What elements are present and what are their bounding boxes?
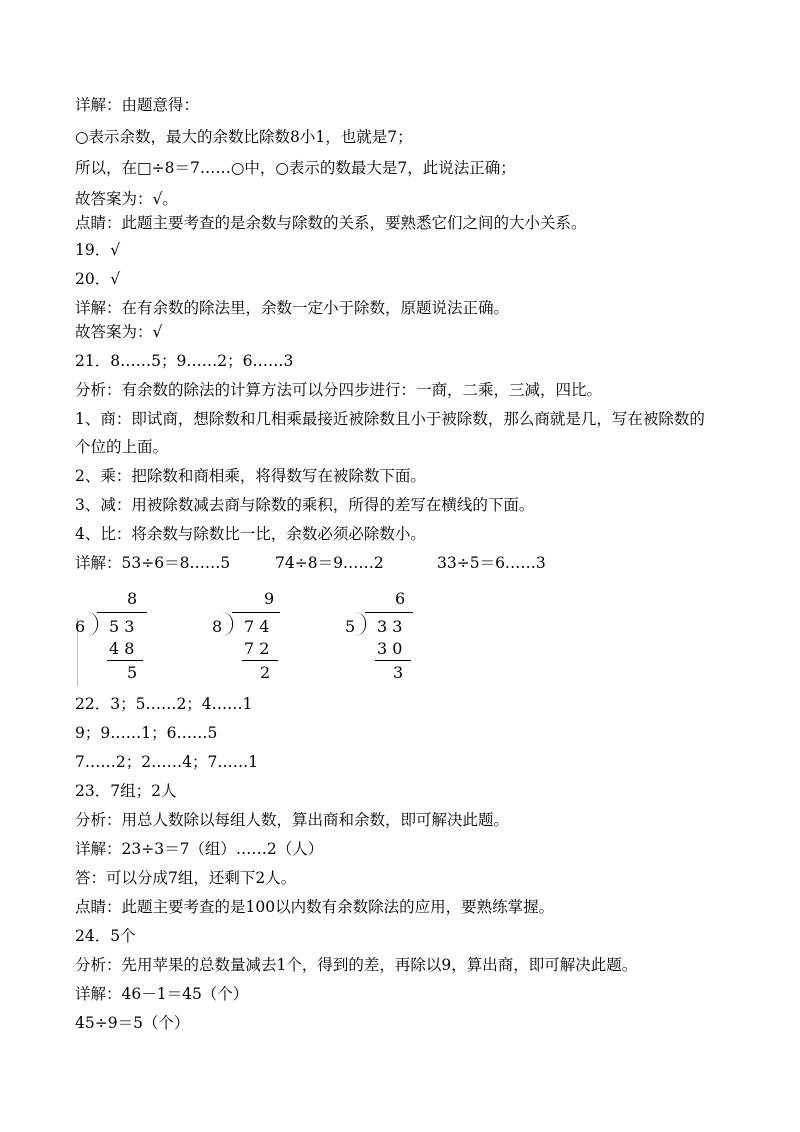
text-line: 9；9……1；6……5 bbox=[75, 724, 218, 742]
product: 7 2 bbox=[244, 639, 270, 658]
text-line: 20．√ bbox=[75, 270, 121, 288]
text-line: ○表示余数，最大的余数比除数8小1，也就是7； bbox=[75, 128, 413, 146]
product: 3 0 bbox=[377, 639, 403, 658]
text-line: 24．5个 bbox=[75, 927, 136, 945]
division-equation-2: 74÷8＝9……2 bbox=[275, 554, 384, 572]
subtraction-line bbox=[375, 660, 411, 661]
division-bar bbox=[232, 612, 280, 613]
text-line: 1、商：即试商，想除数和几相乘最接近被除数且小于被除数，那么商就是几，写在被除数的 bbox=[75, 410, 705, 428]
text-line: 点睛：此题主要考查的是100以内数有余数除法的应用，要熟练掌握。 bbox=[75, 898, 555, 916]
long-division-2 bbox=[212, 588, 332, 688]
text-line: 点睛：此题主要考查的是余数与除数的关系，要熟悉它们之间的大小关系。 bbox=[75, 214, 587, 232]
text-line: 故答案为：√。 bbox=[75, 190, 178, 208]
text-line: 分析：有余数的除法的计算方法可以分四步进行：一商，二乘，三减，四比。 bbox=[75, 381, 603, 399]
text-line: 2、乘：把除数和商相乘，将得数写在被除数下面。 bbox=[75, 467, 426, 485]
text-line: 3、减：用被除数减去商与除数的乘积，所得的差写在横线的下面。 bbox=[75, 496, 535, 514]
subtraction-line bbox=[242, 660, 278, 661]
dividend: 5 3 bbox=[109, 617, 135, 636]
quotient: 9 bbox=[264, 589, 275, 608]
text-line: 答：可以分成7组，还剩下2人。 bbox=[75, 869, 297, 887]
quotient: 8 bbox=[127, 589, 138, 608]
division-bar bbox=[365, 612, 413, 613]
division-bracket bbox=[355, 612, 366, 636]
text-line: 详解：在有余数的除法里，余数一定小于除数，原题说法正确。 bbox=[75, 299, 510, 317]
division-bracket bbox=[87, 612, 98, 636]
text-line: 所以，在□÷8＝7……○中，○表示的数最大是7，此说法正确； bbox=[75, 159, 516, 177]
divisor: 5 bbox=[345, 617, 356, 636]
text-line: 分析：先用苹果的总数量减去1个，得到的差，再除以9，算出商，即可解决此题。 bbox=[75, 956, 638, 974]
remainder: 3 bbox=[393, 663, 404, 682]
text-line: 45÷9＝5（个） bbox=[75, 1014, 190, 1032]
long-division-3 bbox=[345, 588, 465, 688]
product: 4 8 bbox=[109, 639, 135, 658]
subtraction-line bbox=[107, 660, 143, 661]
division-bracket bbox=[222, 612, 233, 636]
text-line: 21．8……5；9……2；6……3 bbox=[75, 352, 294, 370]
dividend: 7 4 bbox=[244, 617, 270, 636]
text-line: 19．√ bbox=[75, 241, 121, 259]
remainder: 2 bbox=[260, 663, 271, 682]
remainder: 5 bbox=[127, 663, 138, 682]
text-line: 23．7组；2人 bbox=[75, 782, 177, 800]
text-line: 详解：23÷3＝7（组）……2（人） bbox=[75, 840, 324, 858]
division-equation-3: 33÷5＝6……3 bbox=[437, 554, 546, 572]
text-line: 个位的上面。 bbox=[75, 438, 169, 456]
text-line: 4、比：将余数与除数比一比，余数必须必除数小。 bbox=[75, 525, 426, 543]
divisor: 8 bbox=[212, 617, 223, 636]
text-line: 故答案为：√ bbox=[75, 323, 163, 341]
text-line: 22．3；5……2；4……1 bbox=[75, 695, 253, 713]
text-line: 分析：用总人数除以每组人数，算出商和余数，即可解决此题。 bbox=[75, 811, 510, 829]
division-bar bbox=[97, 612, 147, 613]
detail-label: 详解：53÷6＝8……5 bbox=[75, 554, 231, 572]
divisor: 6 bbox=[75, 617, 86, 636]
text-line: 7……2；2……4；7……1 bbox=[75, 753, 259, 771]
quotient: 6 bbox=[395, 589, 406, 608]
long-division-1 bbox=[75, 588, 195, 688]
dividend: 3 3 bbox=[377, 617, 403, 636]
text-line: 详解：由题意得： bbox=[75, 96, 200, 114]
text-line: 详解：46－1＝45（个） bbox=[75, 985, 249, 1003]
